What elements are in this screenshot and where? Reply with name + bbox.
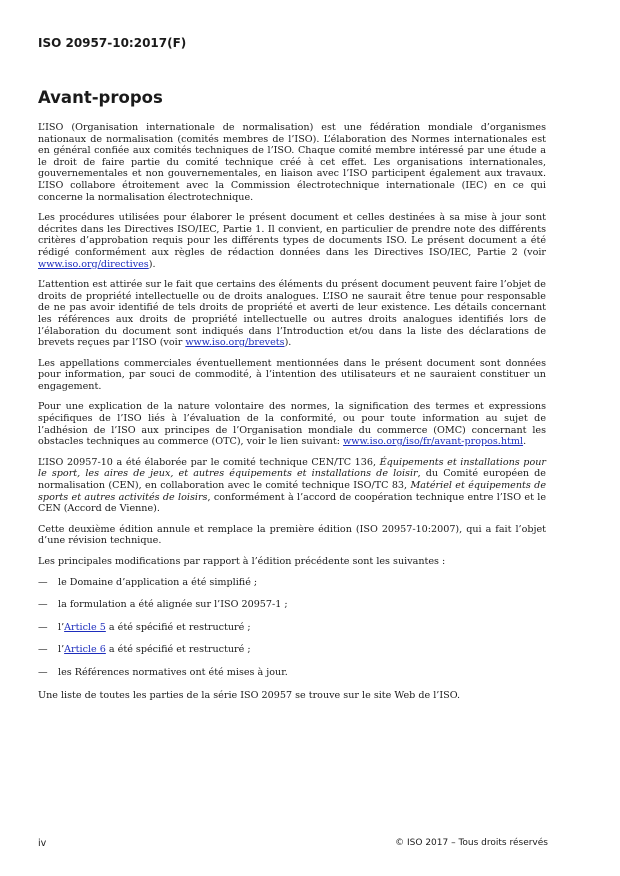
- committee-iso-title: Matériel et équipements de sports et autres activités de loisirs: [38, 480, 547, 503]
- paragraph-changes-intro: Les principales modifications par rapport à l’édition précédente sont les suivantes :: [38, 556, 446, 567]
- list-item: — les Références normatives ont été mises à jour.: [38, 666, 288, 678]
- committee-cen-title: Équipements et installations pour le sport, les aires de jeux, et autres équipements et installations de loisir: [38, 456, 546, 480]
- list-item: — le Domaine d’application a été simplifié ;: [38, 576, 258, 588]
- paragraph-patents: L’attention est attirée sur le fait que certains des éléments du présent document peuvent faire l’objet de droits de propriété intellectuelle ou de droits analogues. L’ISO ne saurait être tenue pour responsable de ne pas avoir identifié de tels droits de propriété et averti de leur existence. Les détails concernant les références aux droits de propriété intellectuelle ou autres droits analogues identifiés lors de l’élaboration du document sont indiqués dans l’Introduction et/ou dans la liste des déclarations de brevets reçues par l’ISO (voir www.iso.org/brevets).: [38, 279, 546, 349]
- dash-bullet: —: [38, 644, 48, 656]
- list-item: — l’Article 5 a été spécifié et restructuré ;: [38, 621, 251, 633]
- dash-bullet: —: [38, 666, 48, 678]
- link-article-5[interactable]: Article 5: [64, 621, 106, 633]
- page-title: Avant-propos: [38, 88, 163, 107]
- paragraph-voluntary-text: Pour une explication de la nature volontaire des normes, la signification des termes et expressions spécifiques de l’ISO liés à l’évaluation de la conformité, ou pour toute information au sujet de l’adhésion de l’ISO aux principes de l’Organisation mondiale du commerce (OMC) concernant les obstacles techniques au commerce (OTC), voir le lien suivant:: [38, 401, 546, 448]
- page-number: iv: [38, 838, 47, 849]
- paragraph-patents-text: L’attention est attirée sur le fait que certains des éléments du présent document peuvent faire l’objet de droits de propriété intellectuelle ou de droits analogues. L’ISO ne saurait être tenue pour responsable de ne pas avoir identifié de tels droits de propriété et averti de leur existence. Les détails concernant les références aux droits de propriété intellectuelle ou autres droits analogues identifiés lors de l’élaboration du document sont indiqués dans l’Introduction et/ou dans la liste des déclarations de brevets reçues par l’ISO (voir: [38, 279, 546, 349]
- document-id-header: ISO 20957-10:2017(F): [38, 36, 187, 50]
- link-article-6[interactable]: Article 6: [64, 644, 106, 656]
- paragraph-series-list: Une liste de toutes les parties de la série ISO 20957 se trouve sur le site Web de l’ISO.: [38, 689, 461, 701]
- link-brevets[interactable]: www.iso.org/brevets: [185, 337, 285, 349]
- paragraph-committee: L’ISO 20957-10 a été élaborée par le comité technique CEN/TC 136, Équipements et installations pour le sport, les aires de jeux, et autres équipements et installations de loisir, du Comité européen de normalisation (CEN), en collaboration avec le comité technique ISO/TC 83, Matériel et équipements de sports et autres activités de loisirs, conformément à l’accord de coopération technique entre l’ISO et le CEN (Accord de Vienne).: [38, 456, 547, 515]
- foreword-body: [38, 122, 546, 710]
- paragraph-iso-intro: L’ISO (Organisation internationale de normalisation) est une fédération mondiale d’organismes nationaux de normalisation (comités membres de l’ISO). L’élaboration des Normes internationales est en général confiée aux comités techniques de l’ISO. Chaque comité membre intéressé par une étude a le droit de faire partie du comité technique créé à cet effet. Les organisations internationales, gouvernementales et non gouvernementales, en liaison avec l’ISO participent également aux travaux. L’ISO collabore étroitement avec la Commission électrotechnique internationale (IEC) en ce qui concerne la normalisation électrotechnique.: [38, 122, 546, 203]
- copyright-notice: © ISO 2017 – Tous droits réservés: [395, 838, 548, 848]
- paragraph-voluntary-nature: Pour une explication de la nature volontaire des normes, la signification des termes et expressions spécifiques de l’ISO liés à l’évaluation de la conformité, ou pour toute information au sujet de l’adhésion de l’ISO aux principes de l’Organisation mondiale du commerce (OMC) concernant les obstacles techniques au commerce (OTC), voir le lien suivant: www.iso.org/iso/fr/avant-propos.html.: [38, 401, 546, 448]
- link-avant-propos[interactable]: www.iso.org/iso/fr/avant-propos.html: [343, 436, 524, 448]
- dash-bullet: —: [38, 621, 48, 633]
- list-item: — la formulation a été alignée sur l’ISO 20957-1 ;: [38, 599, 288, 611]
- paragraph-procedures-text: Les procédures utilisées pour élaborer le présent document et celles destinées à sa mise à jour sont décrites dans les Directives ISO/IEC, Partie 1. Il convient, en particulier de prendre note des différents critères d’approbation requis pour les différents types de documents ISO. Le présent document a été rédigé conformément aux règles de rédaction données dans les Directives ISO/IEC, Partie 2 (voir: [38, 212, 546, 258]
- paragraph-trade-names: Les appellations commerciales éventuellement mentionnées dans le présent document sont données pour information, par souci de commodité, à l’intention des utilisateurs et ne sauraient constituer un engagement.: [38, 357, 546, 392]
- dash-bullet: —: [38, 576, 48, 588]
- link-directives[interactable]: www.iso.org/directives: [38, 258, 149, 270]
- paragraph-procedures: Les procédures utilisées pour élaborer le présent document et celles destinées à sa mise à jour sont décrites dans les Directives ISO/IEC, Partie 1. Il convient, en particulier de prendre note des différents critères d’approbation requis pour les différents types de documents ISO. Le présent document a été rédigé conformément aux règles de rédaction données dans les Directives ISO/IEC, Partie 2 (voir www.iso.org/directives).: [38, 212, 546, 270]
- paragraph-edition: Cette deuxième édition annule et remplace la première édition (ISO 20957-10:2007), qui a fait l’objet d’une révision technique.: [38, 523, 546, 547]
- dash-bullet: —: [38, 599, 48, 611]
- list-item: — l’Article 6 a été spécifié et restructuré ;: [38, 644, 251, 656]
